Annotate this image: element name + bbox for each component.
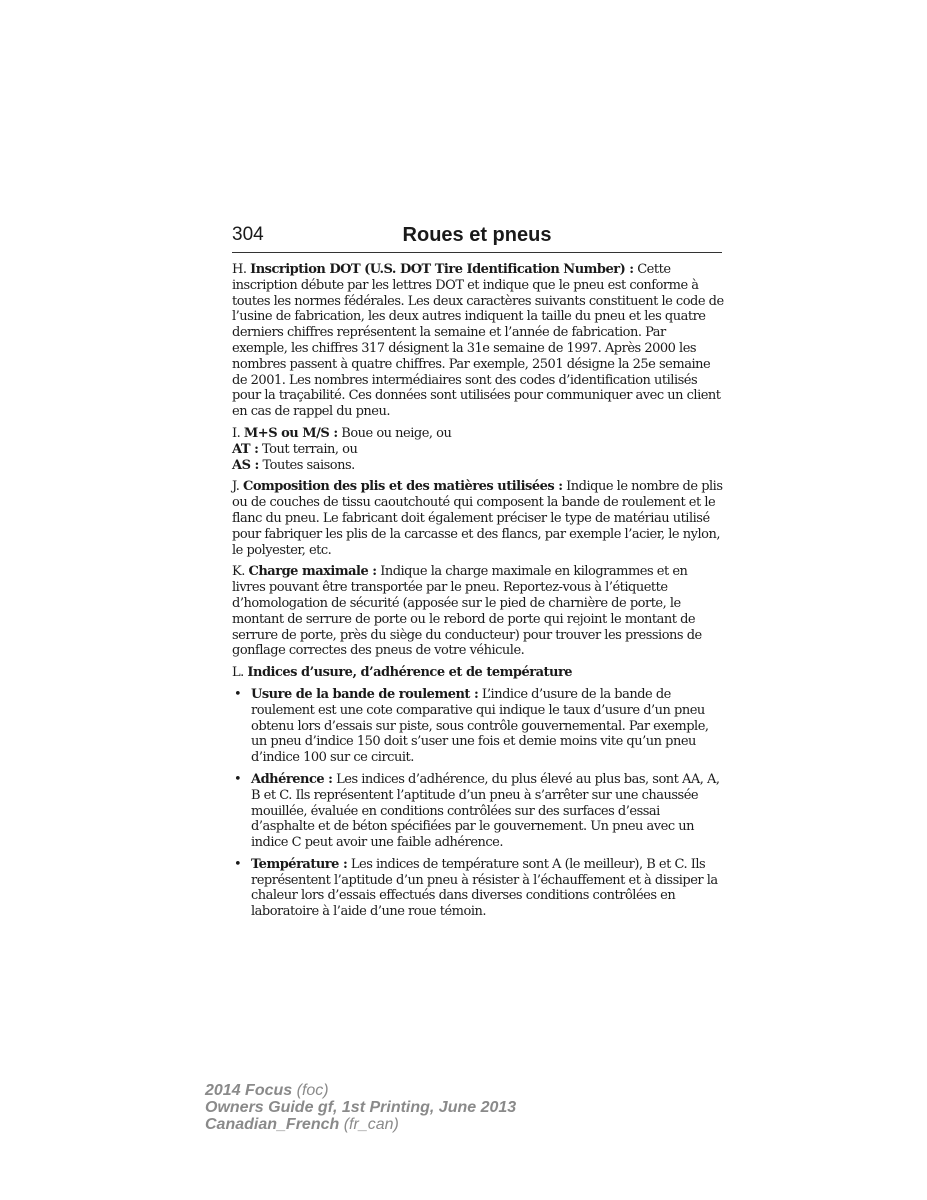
temperature-term: Température : xyxy=(251,856,348,872)
footer-printing: Owners Guide gf, 1st Printing, June 2013 xyxy=(205,1099,517,1116)
section-k-term: Charge maximale : xyxy=(248,564,377,580)
footer-line-2 xyxy=(205,1099,516,1116)
section-i-letter: I. xyxy=(232,425,241,441)
footer-language: Canadian_French xyxy=(205,1116,340,1133)
rating-list xyxy=(232,687,724,920)
page-header xyxy=(232,222,722,253)
traction-text: Les indices d’adhérence, du plus élevé au plus bas, sont AA, A, B et C. Ils représentent l’aptitude d’un pneu à s’arrêter sur une chaussée mouillée, évaluée en conditions contrôlées sur des surfaces d’essai d’asphalte et de béton spécifiées par le gouvernement. Un pneu avec un indice C peut avoir une faible adhérence. xyxy=(251,771,720,851)
traction-term: Adhérence : xyxy=(251,771,333,787)
section-l-letter: L. xyxy=(232,665,244,681)
as-term: AS : xyxy=(232,457,259,473)
section-h xyxy=(232,262,724,420)
list-item-temperature xyxy=(232,857,724,920)
list-item-traction xyxy=(232,772,724,851)
footer-line-3 xyxy=(205,1116,516,1133)
list-item-treadwear xyxy=(232,687,724,766)
page-content xyxy=(232,262,724,926)
footer-language-code: (fr_can) xyxy=(343,1116,399,1133)
section-k xyxy=(232,564,724,659)
as-text: Toutes saisons. xyxy=(262,457,355,473)
bullet-icon: • xyxy=(234,771,242,787)
section-h-letter: H. xyxy=(232,262,247,277)
section-j-text: Indique le nombre de plis ou de couches de tissu caoutchouté qui composent la bande de roulement et le flanc du pneu. Le fabricant doit également préciser le type de matériau utilisé pour fabriquer les plis de la carcasse et des flancs, par exemple l’acier, le nylon, le polyester, etc. xyxy=(232,479,723,558)
footer-model: 2014 Focus xyxy=(205,1082,293,1099)
bullet-icon: • xyxy=(234,856,242,872)
ms-term: M+S ou M/S : xyxy=(243,425,338,441)
temperature-text: Les indices de température sont A (le meilleur), B et C. Ils représentent l’aptitude d’un pneu à résister à l’échauffement et à dissiper la chaleur lors d’essais effectués dans diverses conditions contrôlées en laboratoire à l’aide d’une roue témoin. xyxy=(251,856,718,920)
page-title: Roues et pneus xyxy=(402,224,552,246)
ms-text: Boue ou neige, ou xyxy=(341,425,452,441)
section-h-text: Cette inscription débute par les lettres DOT et indique que le pneu est conforme à toutes les normes fédérales. Les deux caractères suivants constituent le code de l’usine de fabrication, les deux autres indiquent la taille du pneu et les quatre derniers chiffres représentent la semaine et l’année de fabrication. Par exemple, les chiffres 317 désignent la 31e semaine de 1997. Après 2000 les nombres passent à quatre chiffres. Par exemple, 2501 désigne la 25e semaine de 2001. Les nombres intermédiaires sont des codes d’identification utilisés pour la traçabilité. Ces données sont utilisées pour communiquer avec un client en cas de rappel du pneu. xyxy=(232,262,724,420)
section-l xyxy=(232,665,724,681)
footer-model-code: (foc) xyxy=(296,1082,329,1099)
section-j-term: Composition des plis et des matières utilisées : xyxy=(242,479,563,495)
at-term: AT : xyxy=(232,441,259,457)
footer-line-1 xyxy=(205,1082,516,1099)
section-k-letter: K. xyxy=(232,564,245,580)
section-k-text: Indique la charge maximale en kilogrammes et en livres pouvant être transportée par le pneu. Reportez-vous à l’étiquette d’homologation de sécurité (apposée sur le pied de charnière de porte, le montant de serrure de porte ou le rebord de porte qui rejoint le montant de serrure de porte, près du siège du conducteur) pour trouver les pressions de gonflage correctes des pneus de votre véhicule. xyxy=(232,564,702,659)
section-i xyxy=(232,426,724,473)
section-j-letter: J. xyxy=(232,479,240,495)
treadwear-text: L’indice d’usure de la bande de roulement est une cote comparative qui indique le taux d’usure d’un pneu obtenu lors d’essais sur piste, sous contrôle gouvernemental. Par exemple, un pneu d’indice 150 doit s’user une fois et demie moins vite qu’un pneu d’indice 100 sur ce circuit. xyxy=(251,686,709,766)
at-text: Tout terrain, ou xyxy=(262,441,358,457)
page-number: 304 xyxy=(232,224,264,245)
treadwear-term: Usure de la bande de roulement : xyxy=(251,686,479,702)
section-j xyxy=(232,479,724,558)
bullet-icon: • xyxy=(234,686,242,702)
page-footer xyxy=(205,1082,516,1133)
section-l-term: Indices d’usure, d’adhérence et de température xyxy=(247,665,573,681)
section-h-term: Inscription DOT (U.S. DOT Tire Identification Number) : xyxy=(250,262,634,277)
